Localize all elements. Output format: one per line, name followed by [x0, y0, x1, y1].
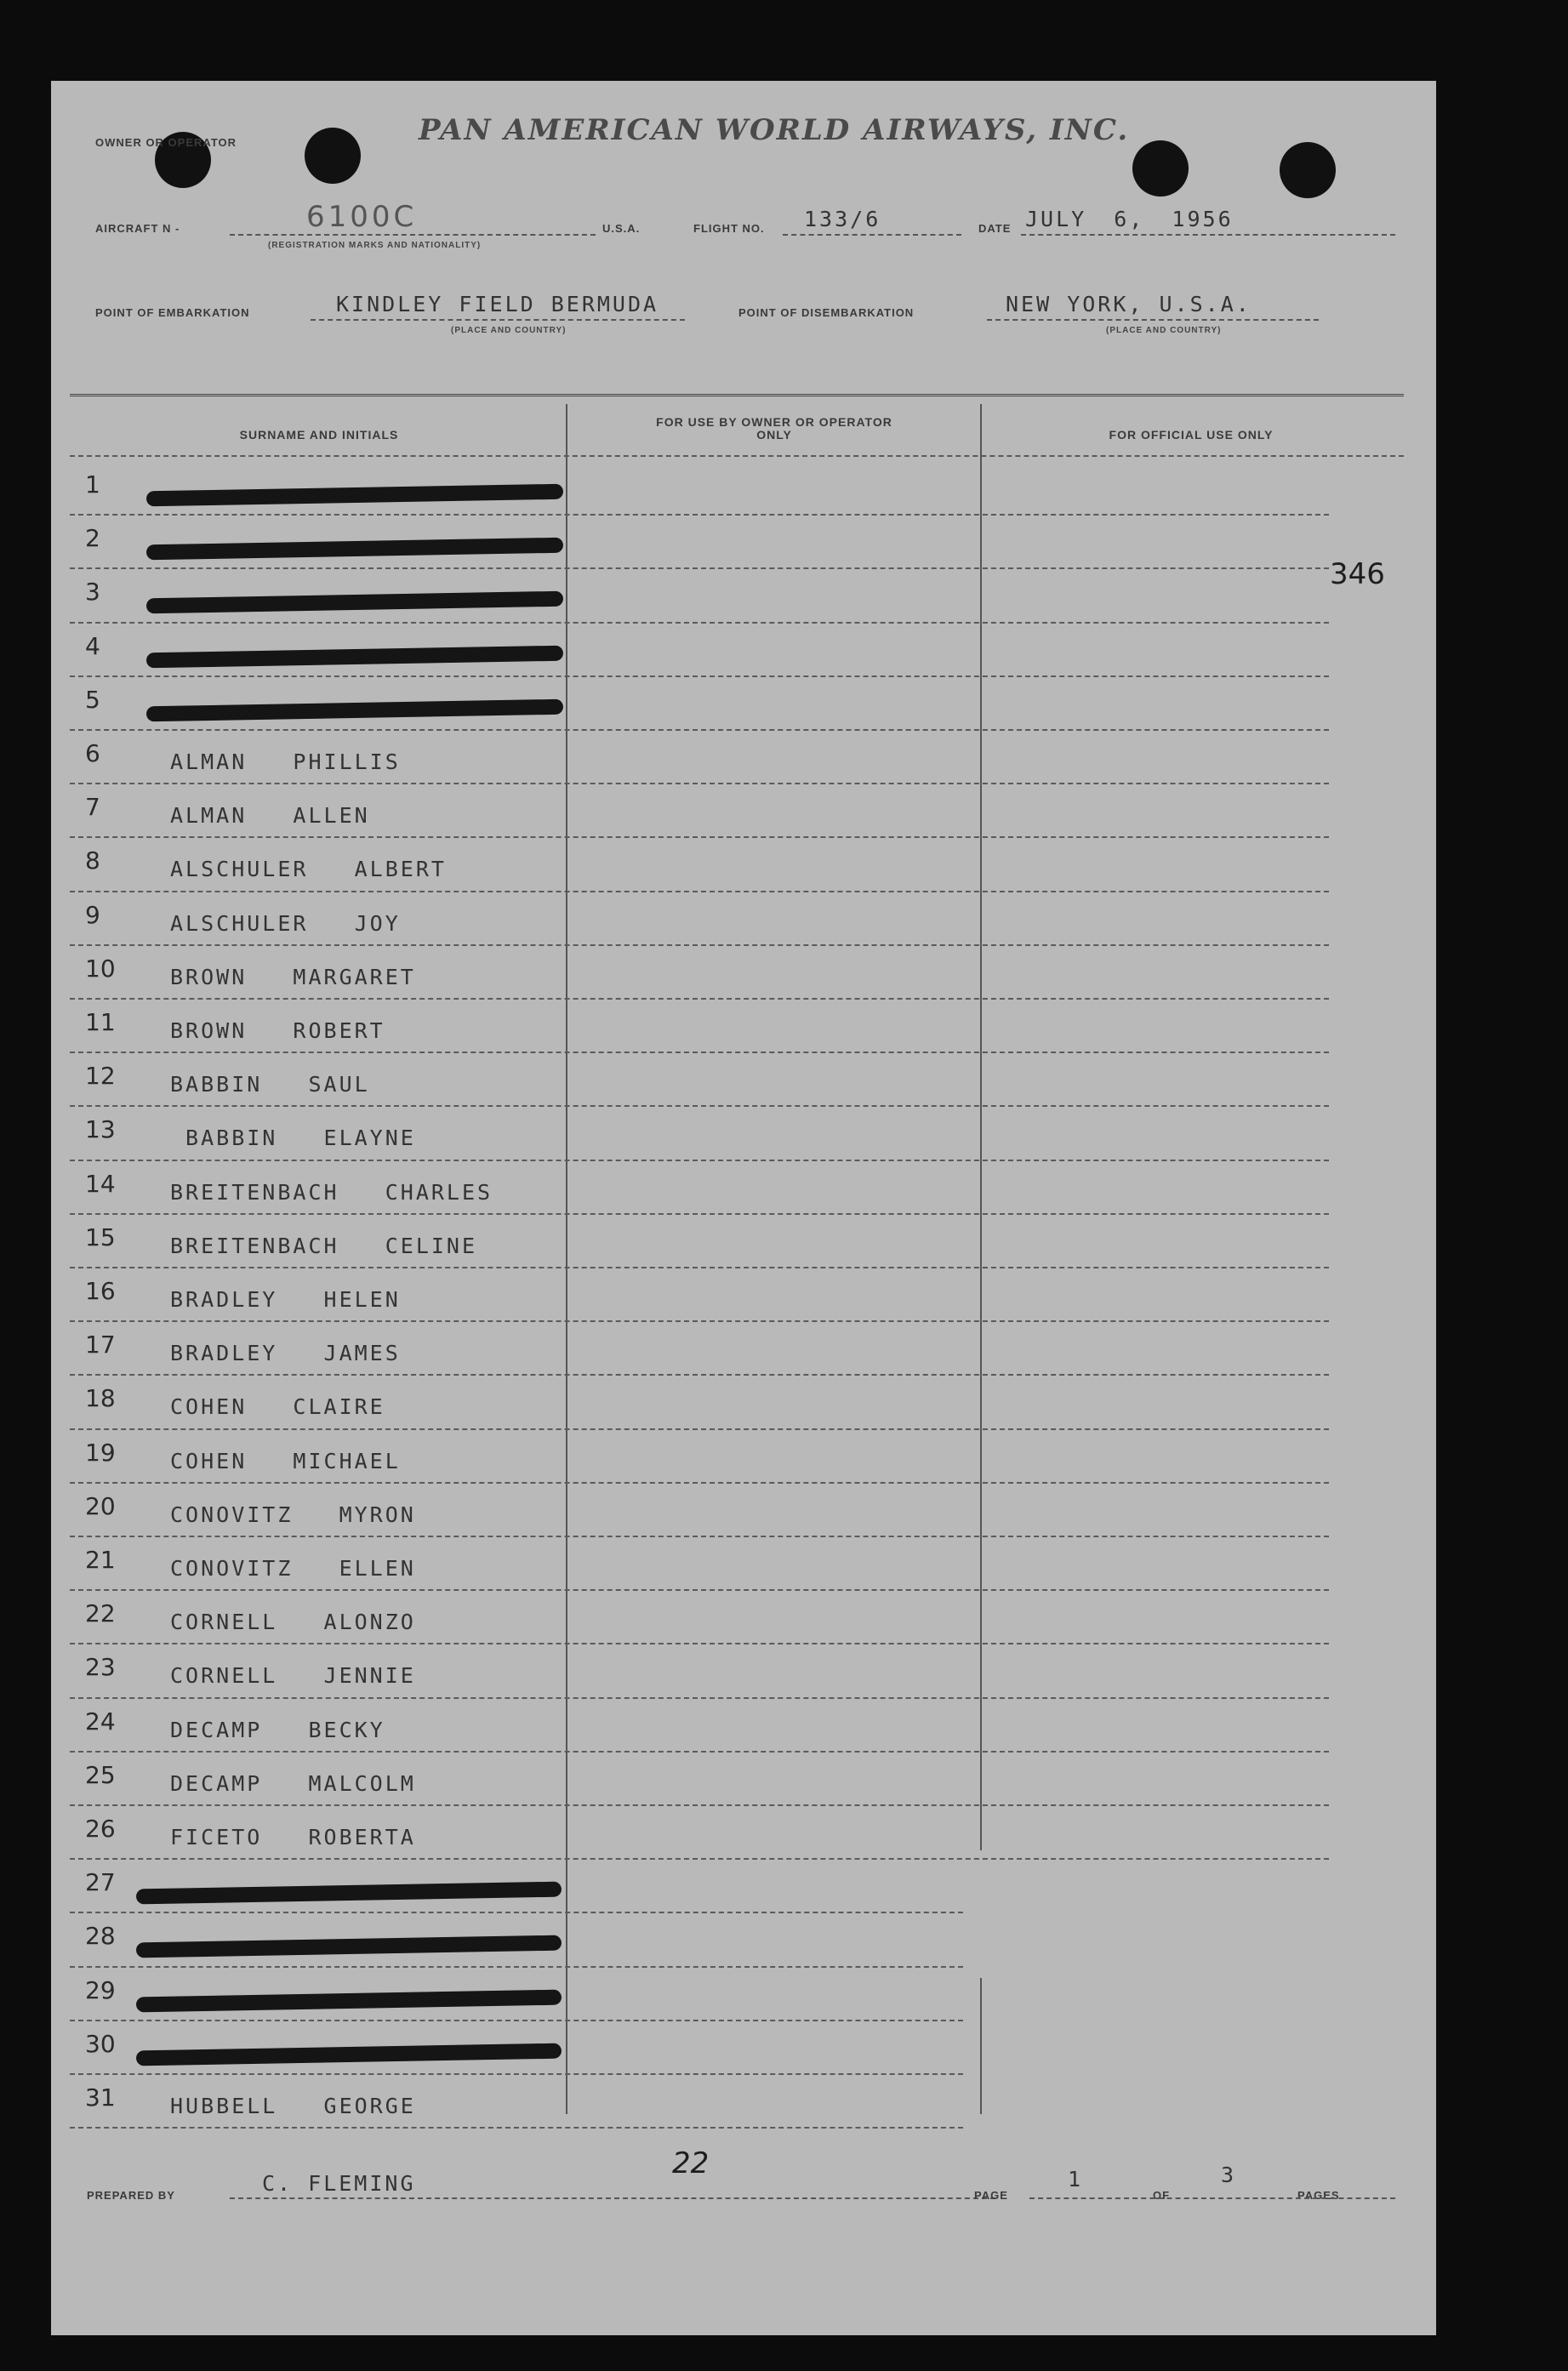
passenger-name: ALMAN PHILLIS	[170, 749, 401, 774]
row-number: 22	[85, 1599, 116, 1628]
row-line	[70, 1858, 1329, 1860]
embark-value: KINDLEY FIELD BERMUDA	[336, 292, 659, 316]
flight-value: 133/6	[804, 207, 881, 231]
of-label: OF	[1153, 2189, 1171, 2202]
passenger-name: BRADLEY HELEN	[170, 1287, 401, 1312]
date-value: JULY 6, 1956	[1025, 207, 1234, 231]
redaction-mark	[146, 645, 563, 668]
row-line	[70, 998, 1329, 1000]
passenger-name: BROWN ROBERT	[170, 1018, 385, 1043]
row-number: 3	[85, 578, 100, 607]
row-number: 6	[85, 739, 100, 767]
col-header-owner: FOR USE BY OWNER OR OPERATOR ONLY	[656, 415, 892, 442]
prepared-label: PREPARED BY	[87, 2189, 175, 2202]
row-number: 11	[85, 1008, 116, 1036]
row-line	[70, 729, 1329, 731]
table-top-rule	[70, 394, 1404, 396]
row-number: 29	[85, 1975, 116, 2004]
row-line	[70, 1697, 1329, 1699]
row-line	[70, 622, 1329, 624]
row-number: 24	[85, 1707, 116, 1736]
owner-label: OWNER OR OPERATOR	[95, 136, 237, 149]
row-number: 9	[85, 900, 100, 929]
disembark-underline	[987, 319, 1319, 321]
passenger-name: COHEN CLAIRE	[170, 1394, 385, 1420]
manifest-sheet	[51, 81, 1436, 2335]
row-number: 19	[85, 1438, 116, 1467]
page-label: PAGE	[974, 2189, 1008, 2202]
date-underline	[1021, 234, 1395, 236]
row-line	[70, 2020, 963, 2021]
row-number: 26	[85, 1815, 116, 1843]
passenger-name: CORNELL ALONZO	[170, 1610, 416, 1635]
row-number: 23	[85, 1653, 116, 1682]
punch-hole-right-1	[1132, 140, 1189, 197]
row-number: 18	[85, 1384, 116, 1413]
aircraft-sub: (REGISTRATION MARKS AND NATIONALITY)	[268, 241, 482, 250]
date-label: DATE	[978, 222, 1012, 235]
row-line	[70, 1052, 1329, 1053]
row-line	[70, 1105, 1329, 1107]
usa-label: U.S.A.	[602, 222, 641, 235]
row-number: 31	[85, 2083, 116, 2112]
pages-label: PAGES	[1297, 2189, 1340, 2202]
passenger-name: COHEN MICHAEL	[170, 1448, 401, 1473]
row-line	[70, 836, 1329, 838]
redaction-mark	[146, 538, 563, 561]
row-number: 30	[85, 2029, 116, 2058]
row-number: 12	[85, 1062, 116, 1091]
row-number: 7	[85, 793, 100, 822]
passenger-name: BREITENBACH CHARLES	[170, 1179, 493, 1205]
row-line	[70, 783, 1329, 784]
row-line	[70, 675, 1329, 677]
row-number: 20	[85, 1491, 116, 1520]
row-number: 2	[85, 524, 100, 553]
row-number: 14	[85, 1169, 116, 1198]
header-underline	[70, 455, 1404, 457]
row-line	[70, 1160, 1329, 1161]
passenger-name: ALSCHULER ALBERT	[170, 857, 447, 882]
row-number: 28	[85, 1922, 116, 1951]
redaction-mark	[136, 1882, 562, 1905]
redaction-mark	[136, 2043, 562, 2066]
row-line	[70, 1374, 1329, 1376]
row-number: 5	[85, 685, 100, 714]
row-number: 25	[85, 1760, 116, 1789]
prepared-underline	[230, 2197, 995, 2199]
row-line	[70, 1213, 1329, 1215]
row-number: 17	[85, 1331, 116, 1359]
row-line	[70, 514, 1329, 516]
aircraft-value: 6100C	[306, 200, 418, 234]
hand-note: 22	[672, 2146, 710, 2180]
passenger-name: BABBIN SAUL	[170, 1072, 370, 1097]
embark-label: POINT OF EMBARKATION	[95, 306, 250, 319]
row-number: 21	[85, 1546, 116, 1574]
row-line	[70, 1643, 1329, 1644]
page-underline	[1029, 2197, 1395, 2199]
divider-owner-lower	[980, 1978, 982, 2114]
redaction-mark	[146, 699, 563, 722]
row-number: 16	[85, 1277, 116, 1305]
aircraft-underline	[230, 234, 596, 236]
flight-underline	[783, 234, 961, 236]
redaction-mark	[136, 1935, 562, 1958]
embark-sub: (PLACE AND COUNTRY)	[451, 326, 567, 335]
row-number: 27	[85, 1868, 116, 1897]
company-name: PAN AMERICAN WORLD AIRWAYS, INC.	[419, 113, 1130, 147]
margin-number: 346	[1330, 557, 1385, 591]
embark-underline	[311, 319, 685, 321]
col-header-official: FOR OFFICIAL USE ONLY	[1109, 428, 1274, 442]
redaction-mark	[136, 1989, 562, 2012]
passenger-name: BREITENBACH CELINE	[170, 1233, 478, 1258]
prepared-value: C. FLEMING	[262, 2171, 416, 2196]
punch-hole-left-2	[305, 128, 361, 184]
pages-value: 3	[1221, 2163, 1237, 2187]
row-line	[70, 1536, 1329, 1537]
passenger-name: CONOVITZ MYRON	[170, 1502, 416, 1527]
passenger-name: BROWN MARGARET	[170, 964, 416, 989]
disembark-label: POINT OF DISEMBARKATION	[738, 306, 915, 319]
row-line	[70, 1912, 963, 1913]
passenger-name: DECAMP BECKY	[170, 1717, 385, 1742]
row-number: 4	[85, 631, 100, 660]
row-number: 13	[85, 1115, 116, 1144]
row-number: 1	[85, 470, 100, 499]
passenger-name: DECAMP MALCOLM	[170, 1770, 416, 1796]
row-line	[70, 2073, 963, 2075]
row-number: 8	[85, 846, 100, 875]
row-line	[70, 1751, 1329, 1753]
row-line	[70, 891, 1329, 892]
passenger-name: BABBIN ELAYNE	[170, 1126, 416, 1151]
punch-hole-right-2	[1280, 142, 1336, 198]
passenger-name: FICETO ROBERTA	[170, 1825, 416, 1849]
row-line	[70, 1966, 963, 1968]
row-line	[70, 2127, 963, 2129]
disembark-value: NEW YORK, U.S.A.	[1006, 292, 1252, 316]
passenger-name: ALSCHULER JOY	[170, 910, 401, 936]
row-line	[70, 567, 1329, 569]
col-header-names: SURNAME AND INITIALS	[239, 428, 399, 442]
row-line	[70, 1804, 1329, 1806]
row-number: 10	[85, 954, 116, 983]
row-line	[70, 1589, 1329, 1591]
passenger-name: CONOVITZ ELLEN	[170, 1556, 416, 1581]
passenger-name: BRADLEY JAMES	[170, 1341, 401, 1366]
page-value: 1	[1068, 2167, 1084, 2191]
passenger-name: HUBBELL GEORGE	[170, 2094, 416, 2118]
redaction-mark	[146, 484, 563, 507]
row-line	[70, 1428, 1329, 1430]
row-line	[70, 944, 1329, 946]
passenger-name: CORNELL JENNIE	[170, 1663, 416, 1689]
redaction-mark	[146, 591, 563, 614]
disembark-sub: (PLACE AND COUNTRY)	[1106, 326, 1222, 335]
row-number: 15	[85, 1223, 116, 1251]
row-line	[70, 1482, 1329, 1484]
row-line	[70, 1320, 1329, 1322]
flight-label: FLIGHT NO.	[693, 222, 765, 235]
passenger-name: ALMAN ALLEN	[170, 803, 370, 829]
row-line	[70, 1267, 1329, 1268]
aircraft-label: AIRCRAFT N -	[95, 222, 180, 235]
